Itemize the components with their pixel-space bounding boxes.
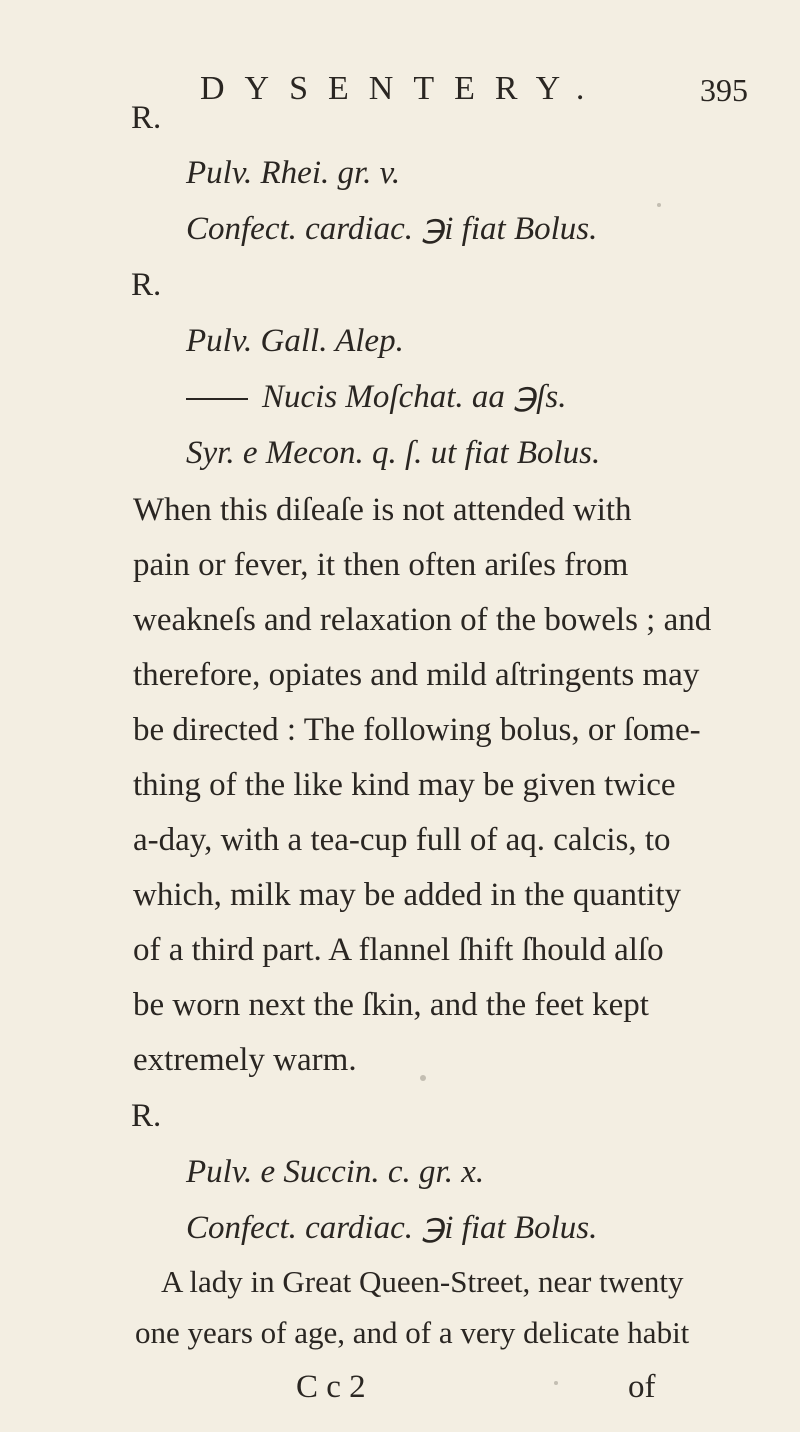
body-line: pain or fever, it then often ariſes from (133, 547, 629, 583)
body-line: be worn next the ſkin, and the feet kept (133, 987, 649, 1023)
recipe-line: Nucis Moſchat. aa ℈ſs. (186, 377, 566, 417)
recipe-mark: R. (131, 100, 162, 136)
body-line: a-day, with a tea-cup full of aq. calcis, to (133, 822, 671, 858)
ink-speck (420, 1075, 426, 1081)
page-number: 395 (700, 72, 748, 108)
recipe-line: Confect. cardiac. ℈i fiat Bolus. (186, 1210, 598, 1246)
signature-mark: C c 2 (296, 1369, 366, 1405)
body-line: which, milk may be added in the quantity (133, 877, 682, 913)
body-line: extremely warm. (133, 1042, 357, 1078)
recipe-mark: R. (131, 267, 162, 303)
recipe-line: Pulv. Rhei. gr. v. (186, 155, 401, 191)
body-line: therefore, opiates and mild aſtringents may (133, 657, 700, 693)
body-line: A lady in Great Queen-Street, near twenty (161, 1264, 684, 1299)
catchword: of (628, 1369, 656, 1405)
recipe-line: Confect. cardiac. ℈i fiat Bolus. (186, 211, 598, 247)
body-line: of a third part. A flannel ſhift ſhould alſo (133, 932, 664, 968)
ink-speck (657, 203, 661, 207)
recipe-line: Pulv. e Succin. c. gr. x. (186, 1154, 485, 1190)
recipe-line: Pulv. Gall. Alep. (186, 323, 404, 359)
body-line: be directed : The following bolus, or ſome- (133, 712, 701, 748)
body-line: weakneſs and relaxation of the bowels ; and (133, 602, 712, 638)
body-line: thing of the like kind may be given twice (133, 767, 676, 803)
body-line: When this diſeaſe is not attended with (133, 492, 632, 528)
ditto-dash (186, 398, 248, 400)
running-title: DYSENTERY. (200, 70, 605, 107)
recipe-mark: R. (131, 1098, 162, 1134)
body-line: one years of age, and of a very delicate habit (135, 1315, 690, 1350)
ink-speck (554, 1381, 558, 1385)
recipe-line: Syr. e Mecon. q. ſ. ut fiat Bolus. (186, 435, 601, 471)
